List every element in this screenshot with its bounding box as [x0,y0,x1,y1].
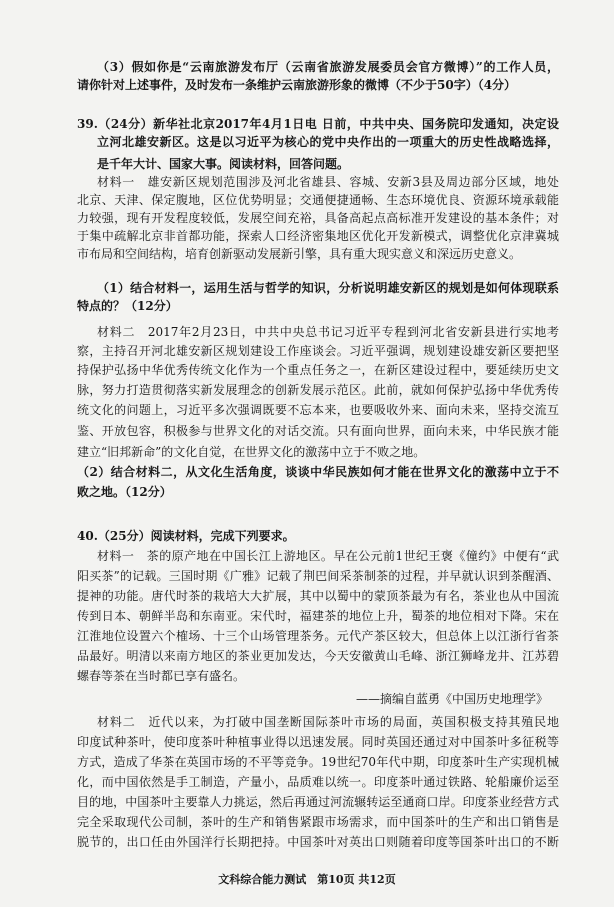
material-line: 材料二 近代以来，为打破中国垄断国际茶叶市场的局面，英国积极支持其殖民地 [97,715,559,729]
text-line: 立河北雄安新区。这是以习近平为核心的党中央作出的一项重大的历史性战略选择， [97,135,559,149]
material-line: 化，而中国依然是手工制造，产量小，品质难以统一。印度茶叶通过铁路、轮船廉价运至 [77,775,559,789]
page-footer: 文科综合能力测试 第10页 共12页 [218,873,396,886]
material-line: 脱节的，出口任由外国洋行长期把持。中国茶叶对英出口则随着印度等国茶叶出口的不断 [77,835,559,849]
material-line: 材料一 茶的原产地在中国长江上游地区。早在公元前1世纪王褒《僮约》中便有“武 [97,549,559,563]
material-line: 统文化的问题上，习近平多次强调既要不忘本来，也要吸收外来、面向未来，坚持交流互 [77,403,559,417]
material-line: 螺春等茶在当时都已享有盛名。 [77,669,246,683]
material-line: 鉴、开放包容，积极参与世界文化的对话交流。只有面向世界，面向未来，中华民族才能 [77,424,559,438]
material-line: 品最好。明清以来南方地区的茶业更加发达，今天安徽黄山毛峰、浙江狮峰龙井、江苏碧 [77,649,559,663]
material-line: 力较强，现有开发程度较低，发展空间充裕，具备高起点高标准开发建设的基本条件；对 [77,211,559,225]
question-header: 40.（25分）阅读材料，完成下列要求。 [77,529,295,543]
material-line: 材料一 雄安新区规划范围涉及河北省雄县、容城、安新3县及周边部分区域，地处 [97,175,559,189]
material-line: 持保护弘扬中华优秀传统文化作为一个重点任务之一，在新区建设过程中，要延续历史文 [77,363,559,377]
material-line: 建立“旧邦新命”的文化自觉，在世界文化的激荡中立于不败之地。 [77,445,426,459]
text-line: （3）假如你是“云南旅游发布厅（云南省旅游发展委员会官方微博）”的工作人员， [97,60,559,74]
material-line: 完全采取现代公司制，茶叶的生产和销售紧跟市场需求，而中国茶叶的生产和出口销售是 [77,815,559,829]
material-line: 方式，造成了华茶在英国市场的不平等竞争。19世纪70年代中期，印度茶叶生产实现机械 [77,755,559,769]
material-line: 目的地，中国茶叶主要靠人力挑运，然后再通过河流辗转运至通商口岸。印度茶业经营方式 [77,795,559,809]
material-line: 江淮地位设置六个榷场、十三个山场管理茶务。元代产茶区较大，但总体上以江浙行省茶 [77,629,559,643]
subquestion-2: 败之地。（12分） [77,485,172,499]
material-line: 北京、天津、保定腹地，区位优势明显；交通便捷通畅、生态环境优良、资源环境承载能 [77,193,559,207]
material-line: 市布局和空间结构，培育创新驱动发展新引擎，具有重大现实意义和深远历史意义。 [77,247,522,261]
source-citation: ——摘编自蓝勇《中国历史地理学》 [355,692,548,706]
text-line: 是千年大计、国家大事。阅读材料，回答问题。 [97,157,350,171]
material-line: 材料二 2017年2月23日，中共中央总书记习近平专程到河北省安新县进行实地考 [97,325,559,339]
material-line: 阳买茶”的记载。三国时期《广雅》记载了荆巴间采茶制茶的过程，并早就认识到茶醒酒、 [77,569,559,583]
text-line: 请你针对上述事件，及时发布一条维护云南旅游形象的微博（不少于50字）（4分） [77,78,517,92]
material-line: 传到日本、朝鲜半岛和东南亚。宋代时，福建茶的地位上升，蜀茶的地位相对下降。宋在 [77,609,559,623]
material-line: 印度试种茶叶，使印度茶叶种植事业得以迅速发展。同时英国还通过对中国茶叶多征税等 [77,735,559,749]
subquestion-2: （2）结合材料二，从文化生活角度，谈谈中华民族如何才能在世界文化的激荡中立于不 [77,465,559,479]
subquestion-1: （1）结合材料一，运用生活与哲学的知识，分析说明雄安新区的规划是如何体现联系 [97,281,559,295]
material-line: 脉，努力打造贯彻落实新发展理念的创新发展示范区。此前，就如何保护弘扬中华优秀传 [77,383,559,397]
material-line: 提神的功能。唐代时茶的栽培大大扩展，其中以蜀中的蒙顶茶最为有名，茶业也从中国流 [77,589,559,603]
subquestion-1: 特点的？（12分） [77,299,178,313]
material-line: 察，主持召开河北雄安新区规划建设工作座谈会。习近平强调，规划建设雄安新区要把坚 [77,344,559,358]
question-header: 39.（24分）新华社北京2017年4月1日电 日前，中共中央、国务院印发通知，决定设 [77,117,559,131]
material-line: 于集中疏解北京非首都功能，探索人口经济密集地区优化开发新模式，调整优化京津冀城 [77,229,559,243]
